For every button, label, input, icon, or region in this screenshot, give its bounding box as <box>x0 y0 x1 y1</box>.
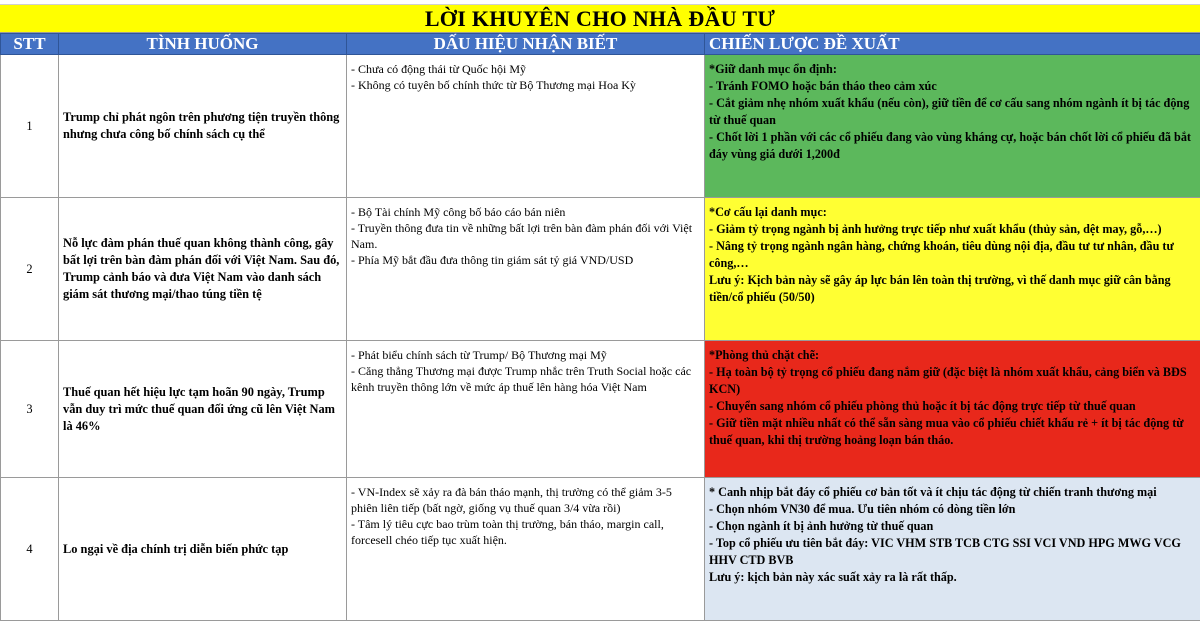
cell-situation[interactable]: Nỗ lực đàm phán thuế quan không thành công, gây bất lợi trên bàn đàm phán đối với Việt Nam. Sau đó, Trump cảnh báo và đưa Việt Nam vào danh sách giám sát thương mại/thao túng tiền tệ <box>59 198 347 341</box>
strategy-line: - Chọn ngành ít bị ảnh hưởng từ thuế quan <box>709 518 1196 535</box>
signal-line: - Không có tuyên bố chính thức từ Bộ Thương mại Hoa Kỳ <box>351 77 700 93</box>
strategy-line: - Tránh FOMO hoặc bán tháo theo cảm xúc <box>709 78 1196 95</box>
cell-situation[interactable]: Lo ngại về địa chính trị diễn biến phức tạp <box>59 478 347 621</box>
header-row <box>1 34 1200 55</box>
strategy-line: - Chọn nhóm VN30 để mua. Ưu tiên nhóm có dòng tiền lớn <box>709 501 1196 518</box>
cell-stt[interactable]: 4 <box>1 478 59 621</box>
strategy-line: - Chuyển sang nhóm cổ phiếu phòng thủ hoặc ít bị tác động trực tiếp từ thuế quan <box>709 398 1196 415</box>
signal-line: - Phía Mỹ bắt đầu đưa thông tin giám sát tỷ giá VND/USD <box>351 252 700 268</box>
table-row <box>1 478 1200 621</box>
cell-stt[interactable]: 3 <box>1 341 59 478</box>
signal-line: - Căng thẳng Thương mại được Trump nhắc trên Truth Social hoặc các kênh truyền thông lớn về mức áp thuế lên hàng hóa Việt Nam <box>351 363 700 395</box>
signal-line: - Bộ Tài chính Mỹ công bố báo cáo bán niên <box>351 204 700 220</box>
strategy-line: * Canh nhịp bắt đáy cổ phiếu cơ bản tốt và ít chịu tác động từ chiến tranh thương mại <box>709 484 1196 501</box>
cell-stt[interactable]: 1 <box>1 55 59 198</box>
strategy-line: - Giữ tiền mặt nhiều nhất có thể sẵn sàng mua vào cổ phiếu chiết khấu rẻ + ít bị tác động từ thuế quan, khi thị trường hoảng loạn bán tháo. <box>709 415 1196 449</box>
cell-situation[interactable]: Trump chỉ phát ngôn trên phương tiện truyền thông nhưng chưa công bố chính sách cụ thể <box>59 55 347 198</box>
cell-strategy[interactable] <box>705 478 1200 621</box>
strategy-line: - Top cổ phiếu ưu tiên bắt đáy: VIC VHM STB TCB CTG SSI VCI VND HPG MWG VCG HHV CTD BVB <box>709 535 1196 569</box>
strategy-line: *Cơ cấu lại danh mục: <box>709 204 1196 221</box>
header-stt[interactable]: STT <box>1 34 59 55</box>
cell-strategy[interactable] <box>705 341 1200 478</box>
signal-line: - Phát biểu chính sách từ Trump/ Bộ Thương mại Mỹ <box>351 347 700 363</box>
signal-line: - Chưa có động thái từ Quốc hội Mỹ <box>351 61 700 77</box>
cell-signals[interactable] <box>347 341 705 478</box>
strategy-line: *Phòng thủ chặt chẽ: <box>709 347 1196 364</box>
strategy-line: - Nâng tỷ trọng ngành ngân hàng, chứng khoán, tiêu dùng nội địa, đầu tư tư nhân, đầu tư công,… <box>709 238 1196 272</box>
strategy-line: - Giảm tỷ trọng ngành bị ảnh hưởng trực tiếp như xuất khẩu (thủy sản, dệt may, gỗ,…) <box>709 221 1196 238</box>
table-row <box>1 55 1200 198</box>
strategy-line: - Cắt giảm nhẹ nhóm xuất khẩu (nếu còn), giữ tiền để cơ cấu sang nhóm ngành ít bị tác động từ thuế quan <box>709 95 1196 129</box>
signal-line: - VN-Index sẽ xảy ra đà bán tháo mạnh, thị trường có thể giảm 3-5 phiên liên tiếp (bất ngờ, giống vụ thuế quan 3/4 vừa rồi) <box>351 484 700 516</box>
strategy-line: Lưu ý: kịch bản này xác suất xảy ra là rất thấp. <box>709 569 1196 586</box>
cell-stt[interactable]: 2 <box>1 198 59 341</box>
header-situation[interactable]: TÌNH HUỐNG <box>59 34 347 55</box>
cell-strategy[interactable] <box>705 55 1200 198</box>
table-row <box>1 341 1200 478</box>
signal-line: - Tâm lý tiêu cực bao trùm toàn thị trường, bán tháo, margin call, forcesell chéo tiếp tục xuất hiện. <box>351 516 700 548</box>
cell-signals[interactable] <box>347 478 705 621</box>
strategy-line: - Chốt lời 1 phần với các cổ phiếu đang vào vùng kháng cự, hoặc bán chốt lời cổ phiếu đã bắt đáy vùng giá dưới 1,200đ <box>709 129 1196 163</box>
table-row <box>1 198 1200 341</box>
cell-strategy[interactable] <box>705 198 1200 341</box>
strategy-line: - Hạ toàn bộ tỷ trọng cổ phiếu đang nắm giữ (đặc biệt là nhóm xuất khẩu, cảng biển và BĐS KCN) <box>709 364 1196 398</box>
strategy-line: *Giữ danh mục ổn định: <box>709 61 1196 78</box>
header-strategy[interactable]: CHIẾN LƯỢC ĐỀ XUẤT <box>705 34 1200 55</box>
signal-line: - Truyền thông đưa tin về những bất lợi trên bàn đàm phán đối với Việt Nam. <box>351 220 700 252</box>
cell-signals[interactable] <box>347 55 705 198</box>
advice-table <box>0 33 1200 621</box>
cell-situation[interactable]: Thuế quan hết hiệu lực tạm hoãn 90 ngày, Trump vẫn duy trì mức thuế quan đối ứng cũ lên Việt Nam là 46% <box>59 341 347 478</box>
strategy-line: Lưu ý: Kịch bản này sẽ gây áp lực bán lên toàn thị trường, vì thế danh mục giữ cân bằng tiền/cổ phiếu (50/50) <box>709 272 1196 306</box>
header-signals[interactable]: DẤU HIỆU NHẬN BIẾT <box>347 34 705 55</box>
cell-signals[interactable] <box>347 198 705 341</box>
page-title: LỜI KHUYÊN CHO NHÀ ĐẦU TƯ <box>0 5 1200 33</box>
